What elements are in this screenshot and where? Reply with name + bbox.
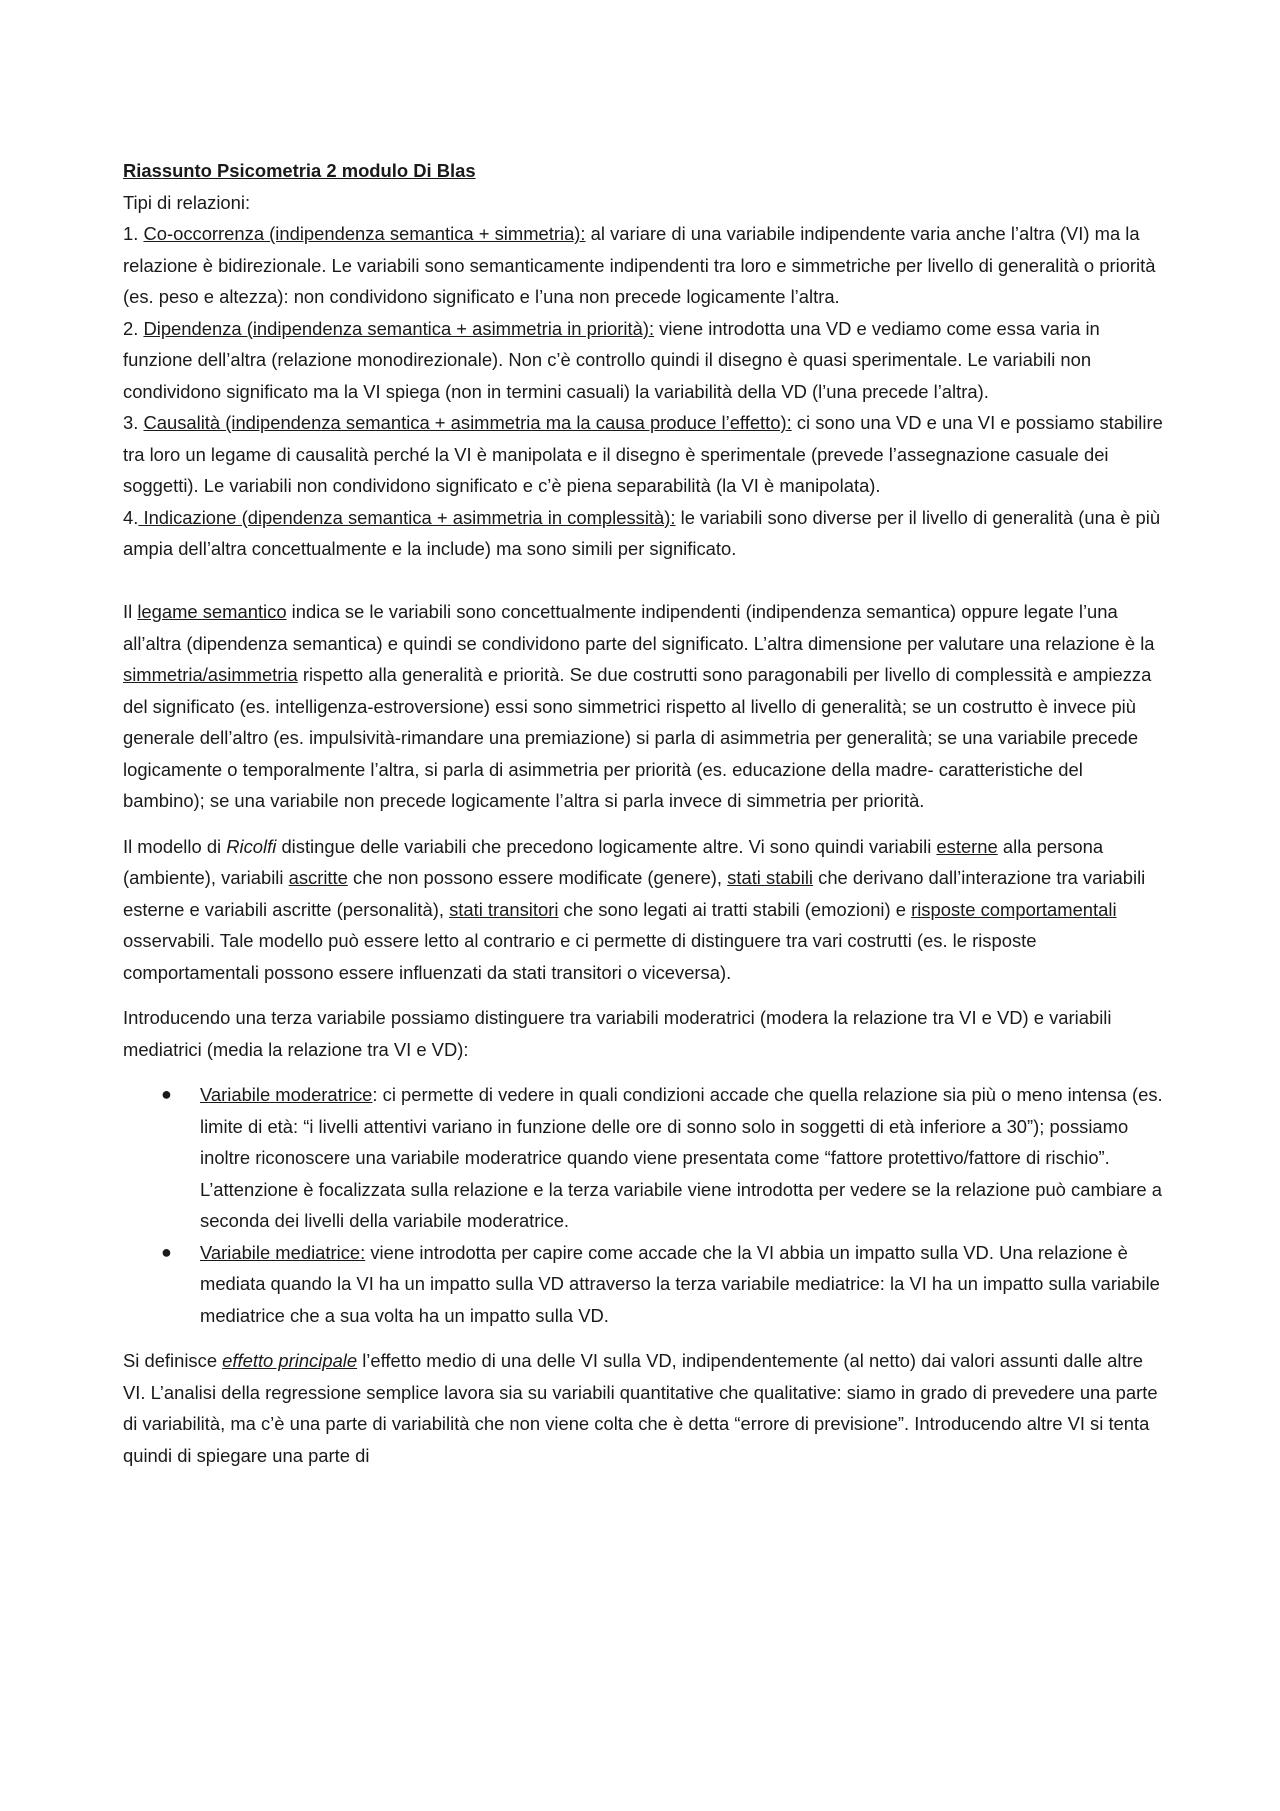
text-run: indica se le variabili sono concettualmente indipendenti (indipendenza semantica) oppure legate l’una all’altra (dipendenza semantica) e quindi se condividono parte del significato. L’altra dimensione per valutare una relazione è la — [123, 601, 1155, 654]
text-run: l’effetto medio di una delle VI sulla VD, indipendentemente (al netto) dai valori assunti dalle altre VI. L’analisi della regressione semplice lavora sia su variabili quantitative che qualitative: siamo in grado di prevedere una parte di variabilità, ma c’è una parte di variabilità che non viene colta che è detta “errore di previsione”. Introducendo altre VI si tenta quindi di spiegare una parte di — [123, 1350, 1158, 1466]
text-run: distingue delle variabili che precedono logicamente altre. Vi sono quindi variabili — [276, 835, 937, 857]
relation-item-causalita — [123, 407, 1168, 502]
underlined-term: simmetria/asimmetria — [123, 664, 298, 685]
italic-term: Ricolfi — [226, 835, 277, 857]
relation-item-co-occorrenza — [123, 218, 1168, 313]
paragraph-effetto-principale — [123, 1345, 1168, 1471]
relation-number: 3. — [123, 412, 144, 433]
blank-line — [123, 565, 1168, 597]
underlined-term: stati stabili — [727, 867, 814, 888]
document-page — [123, 155, 1168, 1471]
bullet-text: viene introdotta per capire come accade che la VI abbia un impatto sulla VD. Una relazione è mediata quando la VI ha un impatto sulla VD attraverso la terza variabile mediatrice: la VI ha un impatto sulla variabile mediatrice che a sua volta ha un impatto sulla VD. — [200, 1241, 1160, 1326]
relation-text: le variabili sono diverse per il livello di generalità (una è più ampia dell’altra concettualmente e la include) ma sono simili per significato. — [123, 506, 1161, 559]
paragraph-spacing — [123, 1331, 1168, 1345]
paragraph-spacing — [123, 1065, 1168, 1079]
relation-text: ci sono una VD e una VI e possiamo stabilire tra loro un legame di causalità perché la VI è manipolata e il disegno è sperimentale (prevede l’assegnazione casuale dei soggetti). Le variabili non condividono significato e c’è piena separabilità (la VI è manipolata). — [123, 412, 1163, 496]
underlined-term: ascritte — [288, 867, 348, 888]
relation-label: Causalità (indipendenza semantica + asimmetria ma la causa produce l’effetto): — [143, 412, 792, 433]
relation-number: 2. — [123, 317, 144, 339]
relation-text: al variare di una variabile indipendente varia anche l’altra (VI) ma la relazione è bidirezionale. Le variabili sono semanticamente indipendenti tra loro e simmetriche per livello di generalità o priorità (es. peso e altezza): non condividono significato e l’una non precede logicamente l’altra. — [123, 223, 1156, 307]
relation-number: 4. — [123, 506, 139, 528]
bullet-label: Variabile mediatrice: — [200, 1241, 366, 1263]
relation-item-dipendenza — [123, 313, 1168, 408]
text-run: Il — [123, 601, 138, 622]
text-run: che non possono essere modificate (genere), — [347, 867, 728, 888]
text-run: rispetto alla generalità e priorità. Se due costrutti sono paragonabili per livello di complessità e ampiezza del significato (es. intelligenza-estroversione) essi sono simmetrici rispetto al livello di generalità; se un costrutto è invece più generale dell’altro (es. impulsività-rimandare una premiazione) si parla di asimmetria per generalità; se una variabile precede logicamente o temporalmente l’altra, si parla di asimmetria per priorità (es. educazione della madre- caratteristiche del bambino); se una variabile non precede logicamente l’altra si parla invece di simmetria per priorità. — [123, 664, 1152, 811]
bullet-icon: ● — [161, 1084, 172, 1104]
text-run: Si definisce — [123, 1350, 223, 1371]
bullet-item-mediatrice — [123, 1237, 1168, 1332]
text-run: osservabili. Tale modello può essere letto al contrario e ci permette di distinguere tra vari costrutti (es. le risposte comportamentali possono essere influenzati da stati transitori o viceversa). — [123, 930, 1037, 983]
paragraph-legame-semantico — [123, 596, 1168, 817]
text-run: alla persona (ambiente), variabili — [123, 835, 1104, 888]
document-subtitle: Tipi di relazioni: — [123, 191, 251, 213]
relation-item-indicazione — [123, 502, 1168, 565]
relation-label: Indicazione (dipendenza semantica + asimmetria in complessità): — [138, 506, 676, 528]
relation-label: Dipendenza (indipendenza semantica + asimmetria in priorità): — [143, 317, 655, 339]
bullet-text: : ci permette di vedere in quali condizioni accade che quella relazione sia più o meno intensa (es. limite di età: “i livelli attentivi variano in funzione delle ore di sonno solo in soggetti di età inferiore a 30”); possiamo inoltre riconoscere una variabile moderatrice quando viene presentata come “fattore protettivo/fattore di rischio”. L’attenzione è focalizzata sulla relazione e la terza variabile viene introdotta per vedere se la relazione può cambiare a seconda dei livelli della variabile moderatrice. — [200, 1084, 1163, 1231]
bullet-list — [123, 1079, 1168, 1331]
text-run: che sono legati ai tratti stabili (emozioni) e — [558, 898, 912, 920]
paragraph-spacing — [123, 817, 1168, 831]
relation-number: 1. — [123, 223, 144, 244]
bullet-label: Variabile moderatrice — [200, 1084, 373, 1105]
document-title: Riassunto Psicometria 2 modulo Di Blas — [123, 160, 476, 181]
underlined-term: esterne — [936, 835, 998, 857]
paragraph-ricolfi — [123, 831, 1168, 989]
text-run: Il modello di — [123, 835, 227, 857]
bullet-icon: ● — [161, 1241, 172, 1262]
paragraph-terza-variabile: Introducendo una terza variabile possiamo distinguere tra variabili moderatrici (modera la relazione tra VI e VD) e variabili mediatrici (media la relazione tra VI e VD): — [123, 1007, 1112, 1060]
underlined-term: legame semantico — [137, 601, 287, 622]
underlined-term: risposte comportamentali — [911, 898, 1117, 920]
underlined-term: stati transitori — [449, 898, 559, 920]
text-run: che derivano dall’interazione tra variabili esterne e variabili ascritte (personalità), — [123, 867, 1146, 920]
relation-text: viene introdotta una VD e vediamo come essa varia in funzione dell’altra (relazione monodirezionale). Non c’è controllo quindi il disegno è quasi sperimentale. Le variabili non condividono significato ma la VI spiega (non in termini casuali) la variabilità della VD (l’una precede l’altra). — [123, 317, 1100, 402]
paragraph-spacing — [123, 988, 1168, 1002]
relation-label: Co-occorrenza (indipendenza semantica + simmetria): — [143, 223, 586, 244]
underlined-italic-term: effetto principale — [222, 1350, 358, 1371]
bullet-item-moderatrice — [123, 1079, 1168, 1237]
